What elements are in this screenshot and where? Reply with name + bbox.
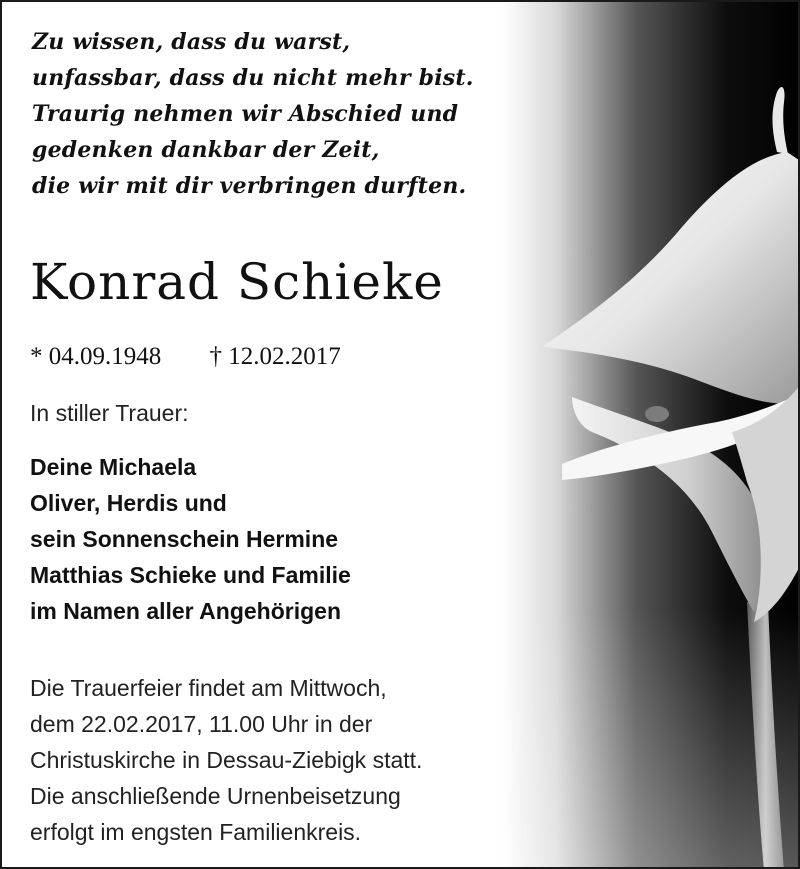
death-date: † 12.02.2017	[209, 343, 341, 370]
mourner-line: Oliver, Herdis und	[30, 490, 227, 516]
service-line: Die Trauerfeier findet am Mittwoch,	[30, 675, 387, 701]
mourner-line: Matthias Schieke und Familie	[30, 562, 351, 588]
verse-line: Zu wissen, dass du warst,	[32, 29, 351, 55]
life-dates	[30, 340, 341, 374]
service-line: dem 22.02.2017, 11.00 Uhr in der	[30, 711, 373, 737]
mourner-line: im Namen aller Angehörigen	[30, 598, 341, 624]
verse-line: unfassbar, dass du nicht mehr bist.	[32, 65, 474, 91]
verse-line: gedenken dankbar der Zeit,	[32, 137, 380, 163]
mourner-line: Deine Michaela	[30, 454, 197, 480]
service-line: Die anschließende Urnenbeisetzung	[30, 783, 401, 809]
birth-date: * 04.09.1948	[30, 343, 162, 370]
notice-text	[2, 2, 800, 869]
verse-line: Traurig nehmen wir Abschied und	[32, 101, 459, 127]
mourners-list	[30, 449, 351, 629]
funeral-service-info	[30, 670, 422, 850]
mourning-intro: In stiller Trauer:	[30, 400, 189, 426]
verse-line: die wir mit dir verbringen durften.	[32, 173, 467, 199]
service-line: Christuskirche in Dessau-Ziebigk statt.	[30, 747, 423, 773]
deceased-name: Konrad Schieke	[30, 253, 444, 311]
mourner-line: sein Sonnenschein Hermine	[30, 526, 339, 552]
service-line: erfolgt im engsten Familienkreis.	[30, 819, 362, 845]
memorial-verse	[32, 24, 552, 204]
